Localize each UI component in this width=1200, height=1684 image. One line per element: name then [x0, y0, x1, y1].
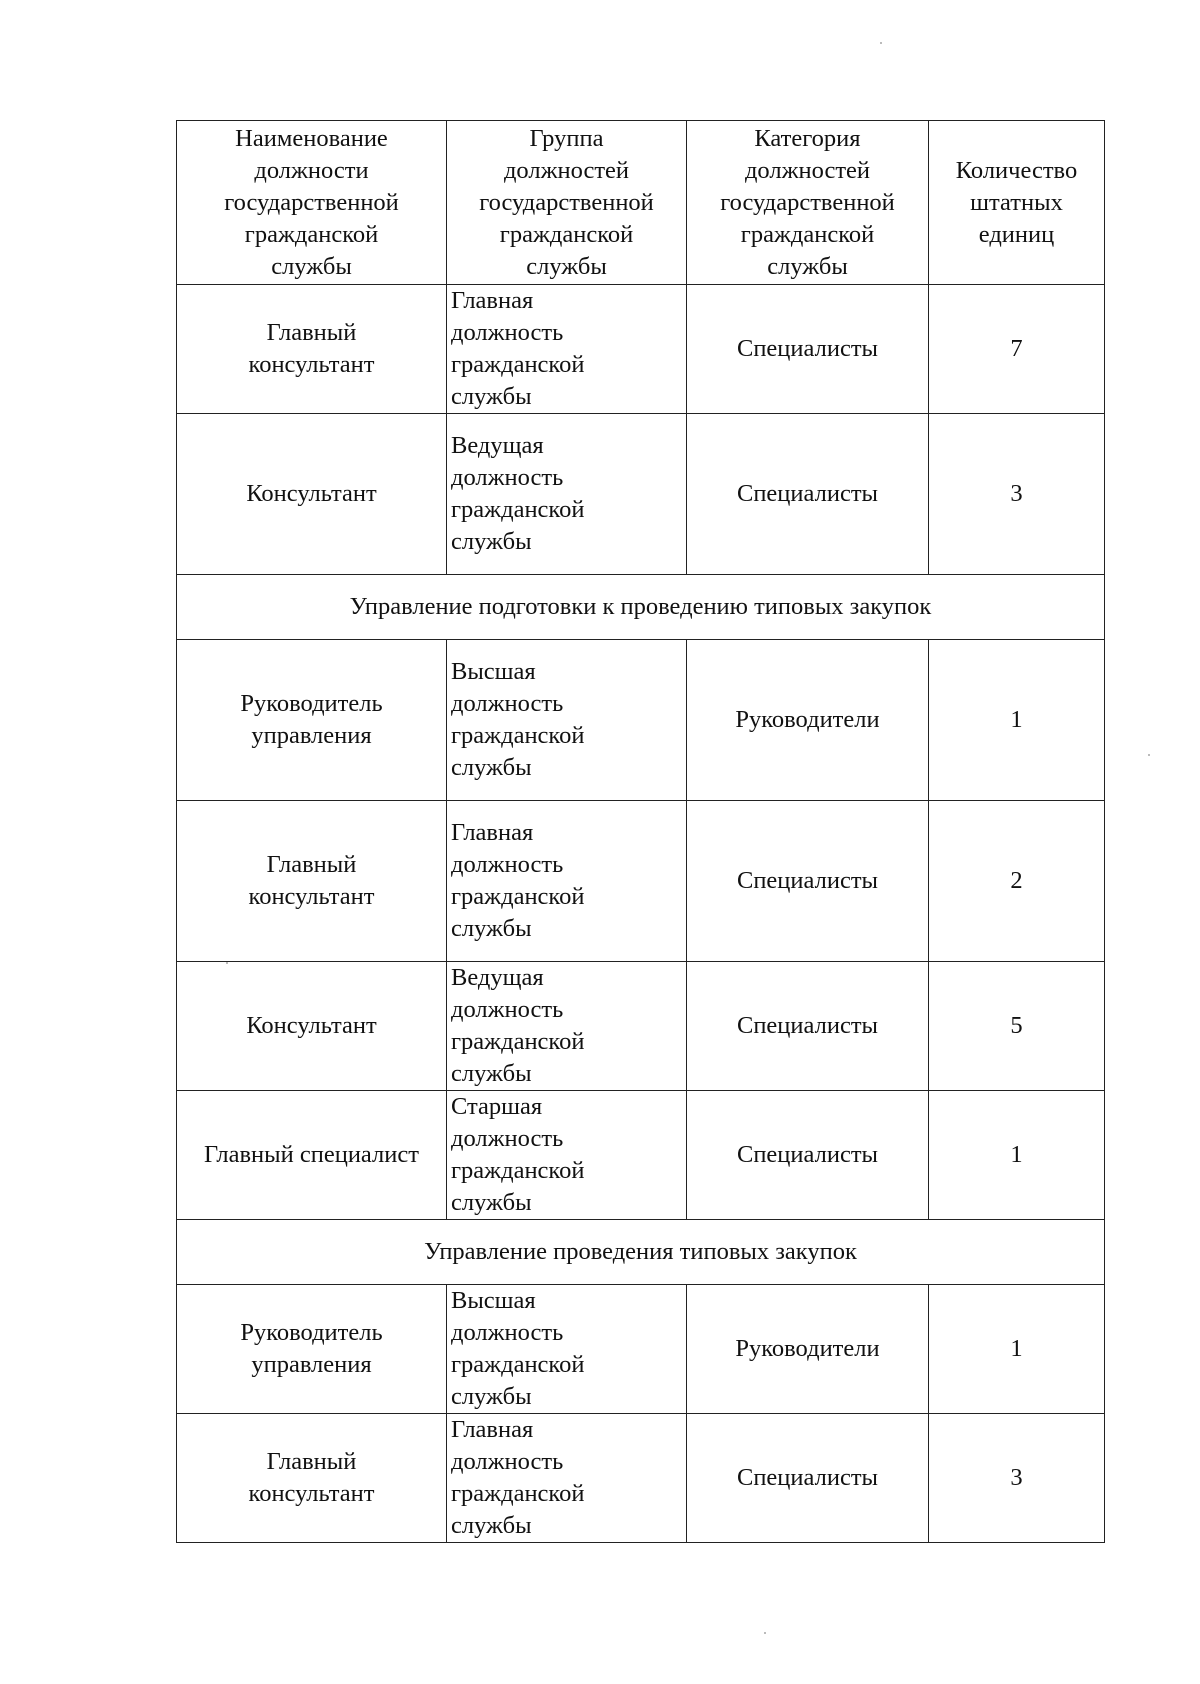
cell-text-line: гражданской: [451, 1157, 585, 1184]
table-row: [177, 801, 1105, 962]
cell-text-line: Группа: [529, 124, 604, 152]
table-row: [177, 962, 1105, 1091]
cell-position-name: [177, 801, 447, 962]
cell-text-line: государственной: [720, 188, 895, 216]
cell-text-line: Главная: [451, 819, 534, 846]
cell-text-line: Консультант: [246, 480, 377, 507]
section-title: Управление подготовки к проведению типовых закупок: [177, 575, 1105, 640]
cell-text-line: службы: [451, 1512, 532, 1539]
table-row: [177, 1414, 1105, 1543]
cell-text-line: Высшая: [451, 658, 536, 685]
cell-position-name: [177, 962, 447, 1091]
cell-text-line: Главная: [451, 287, 534, 314]
cell-text-line: Ведущая: [451, 432, 544, 459]
scan-speck: [880, 42, 882, 44]
cell-text-line: должность: [451, 464, 564, 491]
cell-staff-count: 1: [929, 640, 1105, 801]
table-row: [177, 285, 1105, 414]
cell-text-line: Главная: [451, 1416, 534, 1443]
cell-text-line: Главный: [266, 1448, 357, 1475]
cell-text-line: службы: [451, 1189, 532, 1216]
table-row: [177, 1091, 1105, 1220]
header-position-group: [447, 121, 687, 285]
cell-text-line: Главный специалист: [204, 1141, 419, 1168]
cell-staff-count: 1: [929, 1091, 1105, 1220]
cell-text-line: должность: [451, 1448, 564, 1475]
cell-text-line: Консультант: [246, 1012, 377, 1039]
cell-text-line: государственной: [479, 188, 654, 216]
cell-text-line: должностей: [503, 156, 630, 184]
cell-text-line: управления: [251, 1351, 372, 1378]
cell-position-name: [177, 414, 447, 575]
cell-text-line: службы: [451, 915, 532, 942]
cell-text-line: должность: [451, 1125, 564, 1152]
cell-position-name: [177, 1091, 447, 1220]
scan-speck: [764, 1632, 766, 1634]
cell-text-line: должность: [451, 690, 564, 717]
cell-position-category: Специалисты: [687, 801, 929, 962]
cell-position-group: [447, 285, 687, 414]
scan-speck: [226, 962, 228, 964]
cell-position-category: Руководители: [687, 640, 929, 801]
cell-staff-count: 3: [929, 1414, 1105, 1543]
cell-text-line: должности: [254, 156, 369, 184]
cell-text-line: Руководитель: [240, 690, 383, 717]
cell-text-line: гражданской: [740, 220, 875, 248]
cell-position-category: Специалисты: [687, 414, 929, 575]
cell-text-line: службы: [271, 252, 352, 280]
cell-text-line: гражданской: [451, 883, 585, 910]
table-row: [177, 1285, 1105, 1414]
cell-staff-count: 7: [929, 285, 1105, 414]
cell-position-group: [447, 414, 687, 575]
cell-staff-count: 5: [929, 962, 1105, 1091]
header-position-name: [177, 121, 447, 285]
cell-text-line: Количество: [955, 156, 1078, 184]
cell-staff-count: 3: [929, 414, 1105, 575]
cell-text-line: службы: [526, 252, 607, 280]
cell-text-line: гражданской: [451, 722, 585, 749]
staffing-table: [176, 120, 1105, 1543]
header-position-category: [687, 121, 929, 285]
cell-text-line: должность: [451, 851, 564, 878]
cell-text-line: гражданской: [499, 220, 634, 248]
section-row: [177, 1220, 1105, 1285]
cell-position-category: Специалисты: [687, 962, 929, 1091]
cell-text-line: консультант: [248, 351, 375, 378]
cell-staff-count: 1: [929, 1285, 1105, 1414]
scan-speck: [1148, 754, 1150, 756]
cell-text-line: единиц: [978, 220, 1055, 248]
cell-position-group: [447, 962, 687, 1091]
cell-text-line: Главный: [266, 851, 357, 878]
section-row: [177, 575, 1105, 640]
cell-staff-count: 2: [929, 801, 1105, 962]
cell-text-line: службы: [451, 754, 532, 781]
cell-text-line: службы: [451, 1383, 532, 1410]
cell-text-line: должностей: [744, 156, 871, 184]
cell-text-line: Наименование: [235, 124, 388, 152]
cell-text-line: Категория: [754, 124, 861, 152]
cell-text-line: должность: [451, 1319, 564, 1346]
cell-text-line: должность: [451, 996, 564, 1023]
cell-text-line: гражданской: [451, 1351, 585, 1378]
cell-text-line: управления: [251, 722, 372, 749]
cell-text-line: консультант: [248, 1480, 375, 1507]
cell-text-line: государственной: [224, 188, 399, 216]
header-row: [177, 121, 1105, 285]
cell-text-line: штатных: [970, 188, 1063, 216]
cell-text-line: службы: [451, 1060, 532, 1087]
cell-text-line: гражданской: [451, 496, 585, 523]
cell-text-line: должность: [451, 319, 564, 346]
cell-text-line: Ведущая: [451, 964, 544, 991]
cell-text-line: гражданской: [244, 220, 379, 248]
cell-position-category: Руководители: [687, 1285, 929, 1414]
cell-text-line: Высшая: [451, 1287, 536, 1314]
cell-position-group: [447, 801, 687, 962]
cell-text-line: службы: [451, 528, 532, 555]
cell-text-line: консультант: [248, 883, 375, 910]
cell-position-category: Специалисты: [687, 285, 929, 414]
cell-position-name: [177, 640, 447, 801]
cell-text-line: Старшая: [451, 1093, 543, 1120]
cell-text-line: Руководитель: [240, 1319, 383, 1346]
cell-position-name: [177, 285, 447, 414]
cell-position-name: [177, 1414, 447, 1543]
cell-position-category: Специалисты: [687, 1091, 929, 1220]
cell-position-category: Специалисты: [687, 1414, 929, 1543]
cell-position-group: [447, 1091, 687, 1220]
cell-text-line: гражданской: [451, 351, 585, 378]
cell-text-line: гражданской: [451, 1028, 585, 1055]
cell-text-line: гражданской: [451, 1480, 585, 1507]
cell-text-line: Главный: [266, 319, 357, 346]
cell-text-line: службы: [451, 383, 532, 410]
table-body: [177, 285, 1105, 1543]
section-title: Управление проведения типовых закупок: [177, 1220, 1105, 1285]
cell-text-line: службы: [767, 252, 848, 280]
header-staff-count: [929, 121, 1105, 285]
cell-position-name: [177, 1285, 447, 1414]
table-row: [177, 414, 1105, 575]
cell-position-group: [447, 1285, 687, 1414]
table-row: [177, 640, 1105, 801]
cell-position-group: [447, 640, 687, 801]
cell-position-group: [447, 1414, 687, 1543]
